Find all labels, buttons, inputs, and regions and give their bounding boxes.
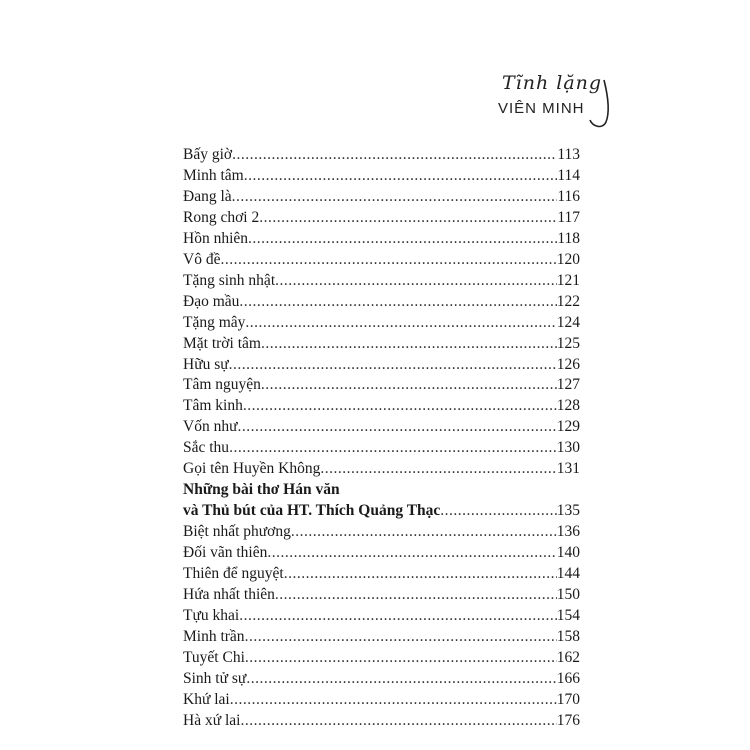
toc-entry: [183, 292, 580, 313]
toc-entry-page: 131: [556, 460, 580, 478]
toc-entry-page: 158: [556, 627, 580, 645]
dot-leader: [275, 271, 557, 292]
dot-leader: [259, 208, 557, 229]
dot-leader: [440, 501, 556, 522]
toc-entry-page: 114: [557, 166, 580, 184]
toc-entry: [183, 355, 580, 376]
dot-leader: [220, 250, 556, 271]
toc-entry: [183, 543, 580, 564]
toc-entry: [183, 522, 580, 543]
dot-leader: [291, 522, 557, 543]
dot-leader: [244, 166, 558, 187]
toc-entry-page: 144: [556, 565, 580, 583]
dot-leader: [267, 543, 556, 564]
toc-entry: [183, 271, 580, 292]
toc-entry-title: Thiên để nguyệt: [183, 565, 284, 583]
toc-entry-title: Tuyết Chi: [183, 648, 245, 666]
toc-entry: [183, 459, 580, 480]
section-entry: [183, 501, 580, 522]
toc-entry: [183, 417, 580, 438]
toc-entry: [183, 396, 580, 417]
toc-entry: [183, 208, 580, 229]
toc-entry-page: 150: [556, 586, 580, 604]
toc-entry: [183, 648, 580, 669]
dot-leader: [237, 417, 556, 438]
dot-leader: [232, 187, 558, 208]
toc-entry-page: 120: [556, 250, 580, 268]
toc-entry-page: 126: [556, 355, 580, 373]
toc-entry-page: 127: [556, 376, 580, 394]
toc-entry-page: 166: [556, 669, 580, 687]
toc-entry: [183, 585, 580, 606]
toc-entry: [183, 334, 580, 355]
toc-entry-title: Vốn như: [183, 418, 238, 436]
toc-entry-page: 140: [556, 544, 580, 562]
toc-entry-title: Hồn nhiên: [183, 229, 249, 247]
dot-leader: [261, 375, 557, 396]
toc-entry-page: 117: [557, 208, 580, 226]
author-name: VIÊN MINH: [498, 100, 585, 117]
dot-leader: [239, 606, 557, 627]
toc-entry-title: Tặng mây: [183, 313, 246, 331]
toc-entry-page: 170: [556, 690, 580, 708]
toc-entry: [183, 166, 580, 187]
toc-entry-title: Đang là: [183, 187, 232, 205]
toc-entry-page: 176: [556, 711, 580, 729]
toc-entry-page: 129: [556, 418, 580, 436]
toc-entry-page: 136: [556, 523, 580, 541]
toc-entry-title: Gọi tên Huyền Không: [183, 460, 321, 478]
section-title-line1: Những bài thơ Hán văn: [183, 481, 340, 499]
toc-entry: [183, 313, 580, 334]
toc-entry-page: 113: [557, 146, 580, 163]
toc-entry: [183, 375, 580, 396]
toc-entry: [183, 627, 580, 648]
toc-entry-title: Đối vãn thiên: [183, 544, 268, 562]
toc-entry-page: 124: [556, 313, 580, 331]
dot-leader: [240, 711, 556, 732]
dot-leader: [261, 334, 557, 355]
toc-entry-title: Hứa nhất thiên: [183, 586, 275, 604]
toc-entry-page: 154: [556, 606, 580, 624]
toc-entry-title: Khứ lai: [183, 690, 230, 708]
dot-leader: [275, 585, 557, 606]
toc-entry-title: Hà xứ lai: [183, 711, 241, 729]
toc-entry: [183, 187, 580, 208]
toc-entry-page: 130: [556, 439, 580, 457]
dot-leader: [284, 564, 557, 585]
section-heading: [183, 480, 580, 501]
dot-leader: [229, 355, 557, 376]
toc-entry-title: Mặt trời tâm: [183, 334, 261, 352]
toc-entry-page: 162: [556, 648, 580, 666]
toc-entry-title: Đạo mầu: [183, 292, 240, 310]
toc-entry-title: Vô đề: [183, 250, 221, 268]
dot-leader: [232, 145, 557, 166]
toc-entry: [183, 145, 580, 166]
toc-entry-page: 121: [556, 271, 580, 289]
toc-entry-title: Tâm nguyện: [183, 376, 261, 394]
dot-leader: [248, 229, 557, 250]
toc-entry-title: Biệt nhất phương: [183, 523, 291, 541]
toc-entry-title: Sinh tử sự: [183, 669, 247, 687]
toc-entry: [183, 250, 580, 271]
toc-entry-title: Minh tâm: [183, 166, 244, 184]
toc-entry: [183, 711, 580, 732]
toc-entry-title: Tặng sinh nhật: [183, 271, 276, 289]
dot-leader: [246, 669, 556, 690]
toc-entry: [183, 669, 580, 690]
dot-leader: [320, 459, 556, 480]
toc-entry-page: 122: [556, 292, 580, 310]
toc-entry-title: Rong chơi 2: [183, 208, 260, 226]
toc-entry-title: Sắc thu: [183, 439, 230, 457]
toc-entry-title: Bấy giờ: [183, 146, 233, 163]
dot-leader: [245, 648, 557, 669]
table-of-contents: [183, 145, 580, 732]
calligraphy-flourish-icon: [586, 76, 616, 132]
dot-leader: [229, 438, 557, 459]
toc-entry: [183, 564, 580, 585]
toc-entry-title: Hữu sự: [183, 355, 229, 373]
toc-entry: [183, 229, 580, 250]
dot-leader: [239, 292, 556, 313]
section-title-line2: và Thủ bút của HT. Thích Quảng Thạc: [183, 502, 441, 520]
section-page: 135: [556, 502, 580, 520]
dot-leader: [245, 313, 556, 334]
toc-entry-page: 125: [556, 334, 580, 352]
toc-entry-title: Tâm kinh: [183, 397, 243, 415]
toc-entry: [183, 438, 580, 459]
dot-leader: [230, 690, 557, 711]
toc-entry-page: 118: [557, 229, 580, 247]
toc-entry-page: 128: [556, 397, 580, 415]
toc-entry-title: Minh trần: [183, 627, 245, 645]
running-header: [498, 72, 628, 132]
toc-entry: [183, 606, 580, 627]
book-title-script: Tĩnh lặng: [502, 72, 603, 94]
toc-entry: [183, 690, 580, 711]
toc-entry-title: Tựu khai: [183, 606, 240, 624]
toc-entry-page: 116: [557, 187, 580, 205]
dot-leader: [245, 627, 557, 648]
dot-leader: [243, 396, 557, 417]
